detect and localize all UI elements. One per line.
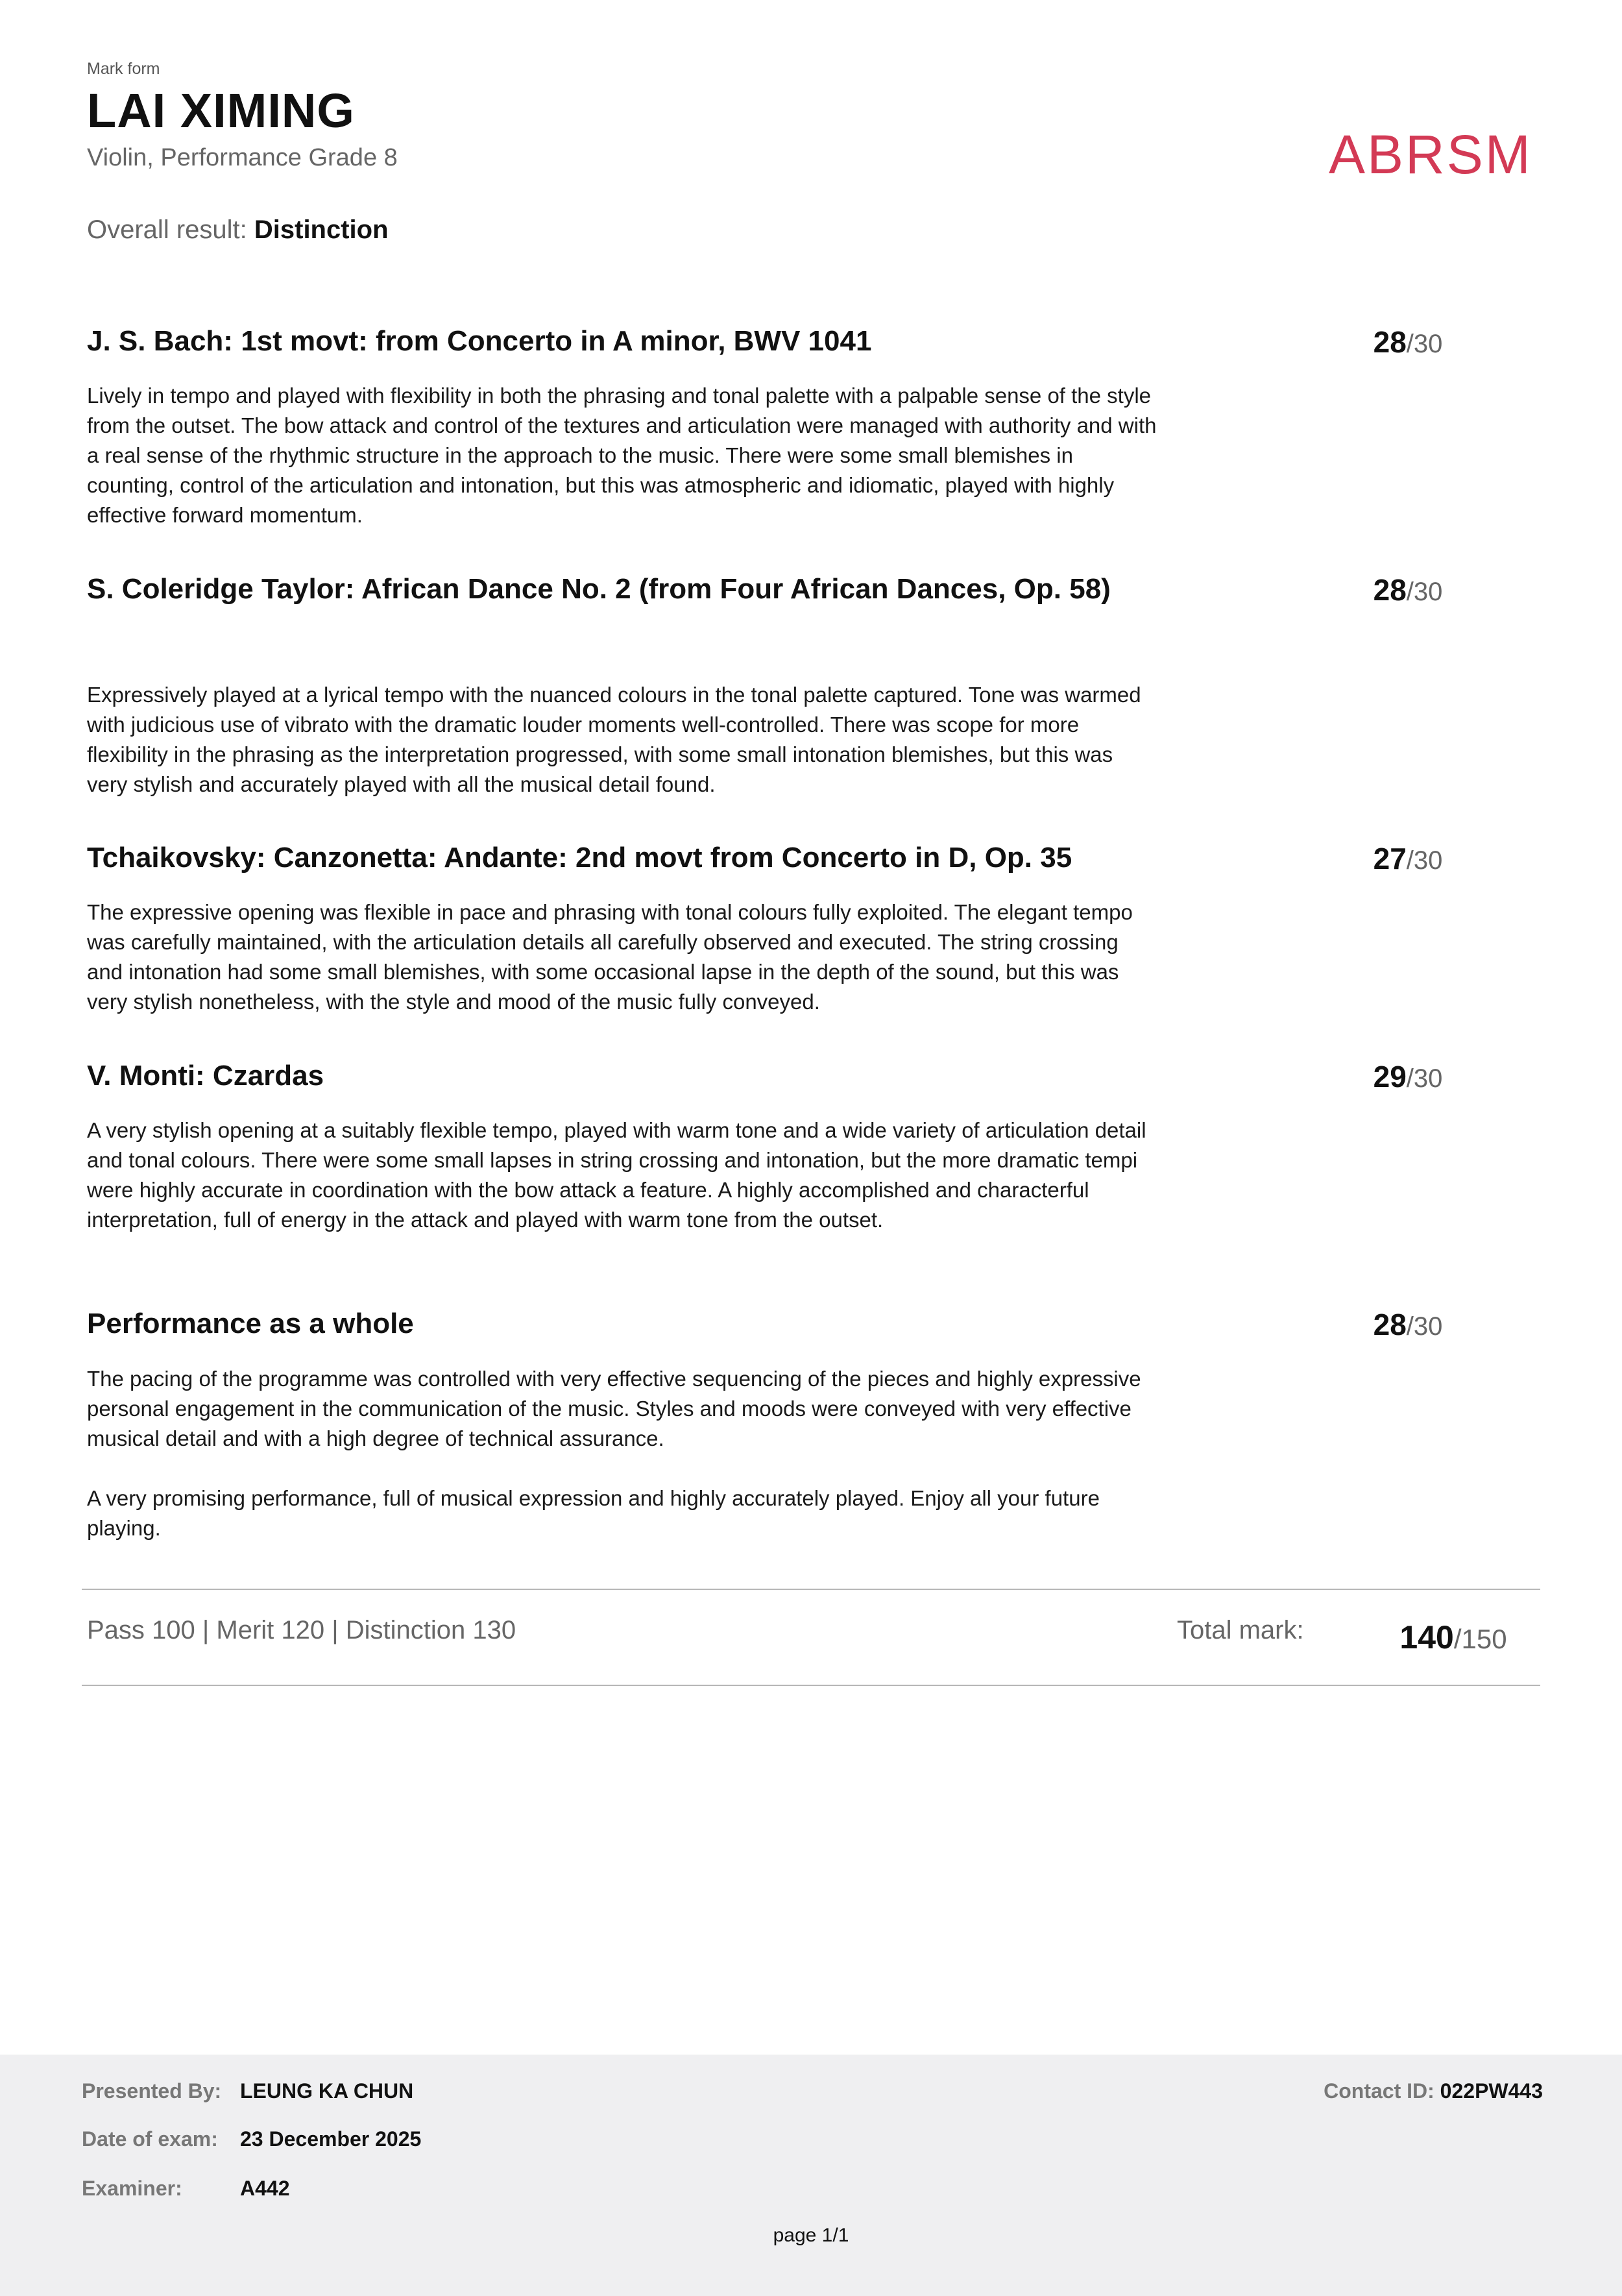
subject-grade: Violin, Performance Grade 8: [87, 144, 398, 171]
divider-top: [82, 1589, 1540, 1590]
piece-2-comment: Expressively played at a lyrical tempo with the nuanced colours in the tonal palette captured. Tone was warmed with judicious use of vibrato with the dramatic louder moments well-controlled. There was scope for more flexibility in the phrasing as the interpretation progressed, with some small intonation blemishes, but this was very stylish and accurately played with all the musical detail found.: [87, 683, 1141, 796]
overall-result-value: Distinction: [254, 215, 389, 244]
date-of-exam-label: Date of exam:: [82, 2127, 218, 2151]
piece-1-score: 28: [1373, 325, 1407, 359]
piece-1-mark: [1311, 324, 1505, 360]
total-mark-score: 140: [1399, 1619, 1454, 1655]
performance-whole-mark: [1311, 1307, 1505, 1342]
piece-4-max: /30: [1406, 1064, 1443, 1093]
total-mark: [1356, 1618, 1551, 1656]
total-mark-max: /150: [1453, 1624, 1507, 1654]
contact-id-value: 022PW443: [1440, 2079, 1543, 2103]
piece-3-mark: [1311, 841, 1505, 876]
divider-bottom: [82, 1685, 1540, 1686]
piece-2-score: 28: [1373, 573, 1407, 607]
piece-2-mark: [1311, 572, 1505, 607]
presented-by-label: Presented By:: [82, 2079, 222, 2103]
page-number: page 1/1: [773, 2225, 849, 2246]
total-mark-label: Total mark:: [1177, 1616, 1304, 1644]
contact-id: [1324, 2079, 1543, 2103]
piece-4-comment: A very stylish opening at a suitably flexible tempo, played with warm tone and a wide variety of articulation detail and tonal colours. There were some small lapses in string crossing and intonation, but the more dramatic tempi were highly accurate in coordination with the bow attack a feature. A highly accomplished and characterful interpretation, full of energy in the attack and played with warm tone from the outset.: [87, 1118, 1146, 1232]
examiner-label: Examiner:: [82, 2177, 182, 2200]
piece-2-title: S. Coleridge Taylor: African Dance No. 2 (from Four African Dances, Op. 58): [87, 573, 1111, 605]
piece-1-max: /30: [1406, 330, 1443, 358]
date-of-exam-value: 23 December 2025: [240, 2127, 422, 2151]
piece-1-title: J. S. Bach: 1st movt: from Concerto in A minor, BWV 1041: [87, 325, 872, 357]
piece-3-comment: The expressive opening was flexible in pace and phrasing with tonal colours fully exploited. The elegant tempo was carefully maintained, with the articulation details all carefully observed and executed. The string crossing and intonation had some small blemishes, with some occasional lapse in the depth of the sound, but this was very stylish nonetheless, with the style and mood of the music fully conveyed.: [87, 900, 1133, 1014]
performance-whole-comment: The pacing of the programme was controlled with very effective sequencing of the pieces and highly expressive personal engagement in the communication of the music. Styles and moods were conveyed with very effective musical detail and with a high degree of technical assurance.: [87, 1367, 1141, 1450]
piece-2-max: /30: [1406, 578, 1443, 606]
contact-id-label: Contact ID:: [1324, 2079, 1434, 2103]
candidate-name: LAI XIMING: [87, 84, 355, 138]
mark-form-label: Mark form: [87, 60, 160, 78]
overall-result: [87, 215, 389, 245]
piece-4-score: 29: [1373, 1060, 1407, 1093]
piece-3-title: Tchaikovsky: Canzonetta: Andante: 2nd movt from Concerto in D, Op. 35: [87, 842, 1072, 873]
abrsm-logo: ABRSM: [1329, 124, 1532, 185]
piece-4-mark: [1311, 1059, 1505, 1094]
piece-3-score: 27: [1373, 842, 1407, 875]
examiner-value: A442: [240, 2177, 290, 2200]
piece-4-title: V. Monti: Czardas: [87, 1060, 324, 1092]
overall-result-label: Overall result:: [87, 215, 247, 244]
piece-3-max: /30: [1406, 846, 1443, 875]
performance-whole-score: 28: [1373, 1308, 1407, 1341]
piece-1-comment: Lively in tempo and played with flexibility in both the phrasing and tonal palette with a palpable sense of the style from the outset. The bow attack and control of the textures and articulation were managed with authority and with a real sense of the rhythmic structure in the approach to the music. There were some small blemishes in counting, control of the articulation and intonation, but this was atmospheric and idiomatic, played with highly effective forward momentum.: [87, 384, 1157, 527]
performance-whole-max: /30: [1406, 1312, 1443, 1341]
presented-by-value: LEUNG KA CHUN: [240, 2079, 414, 2103]
performance-whole-closing: A very promising performance, full of musical expression and highly accurately played. Enjoy all your future playing.: [87, 1486, 1100, 1540]
performance-whole-title: Performance as a whole: [87, 1308, 414, 1339]
grade-thresholds: Pass 100 | Merit 120 | Distinction 130: [87, 1616, 516, 1644]
